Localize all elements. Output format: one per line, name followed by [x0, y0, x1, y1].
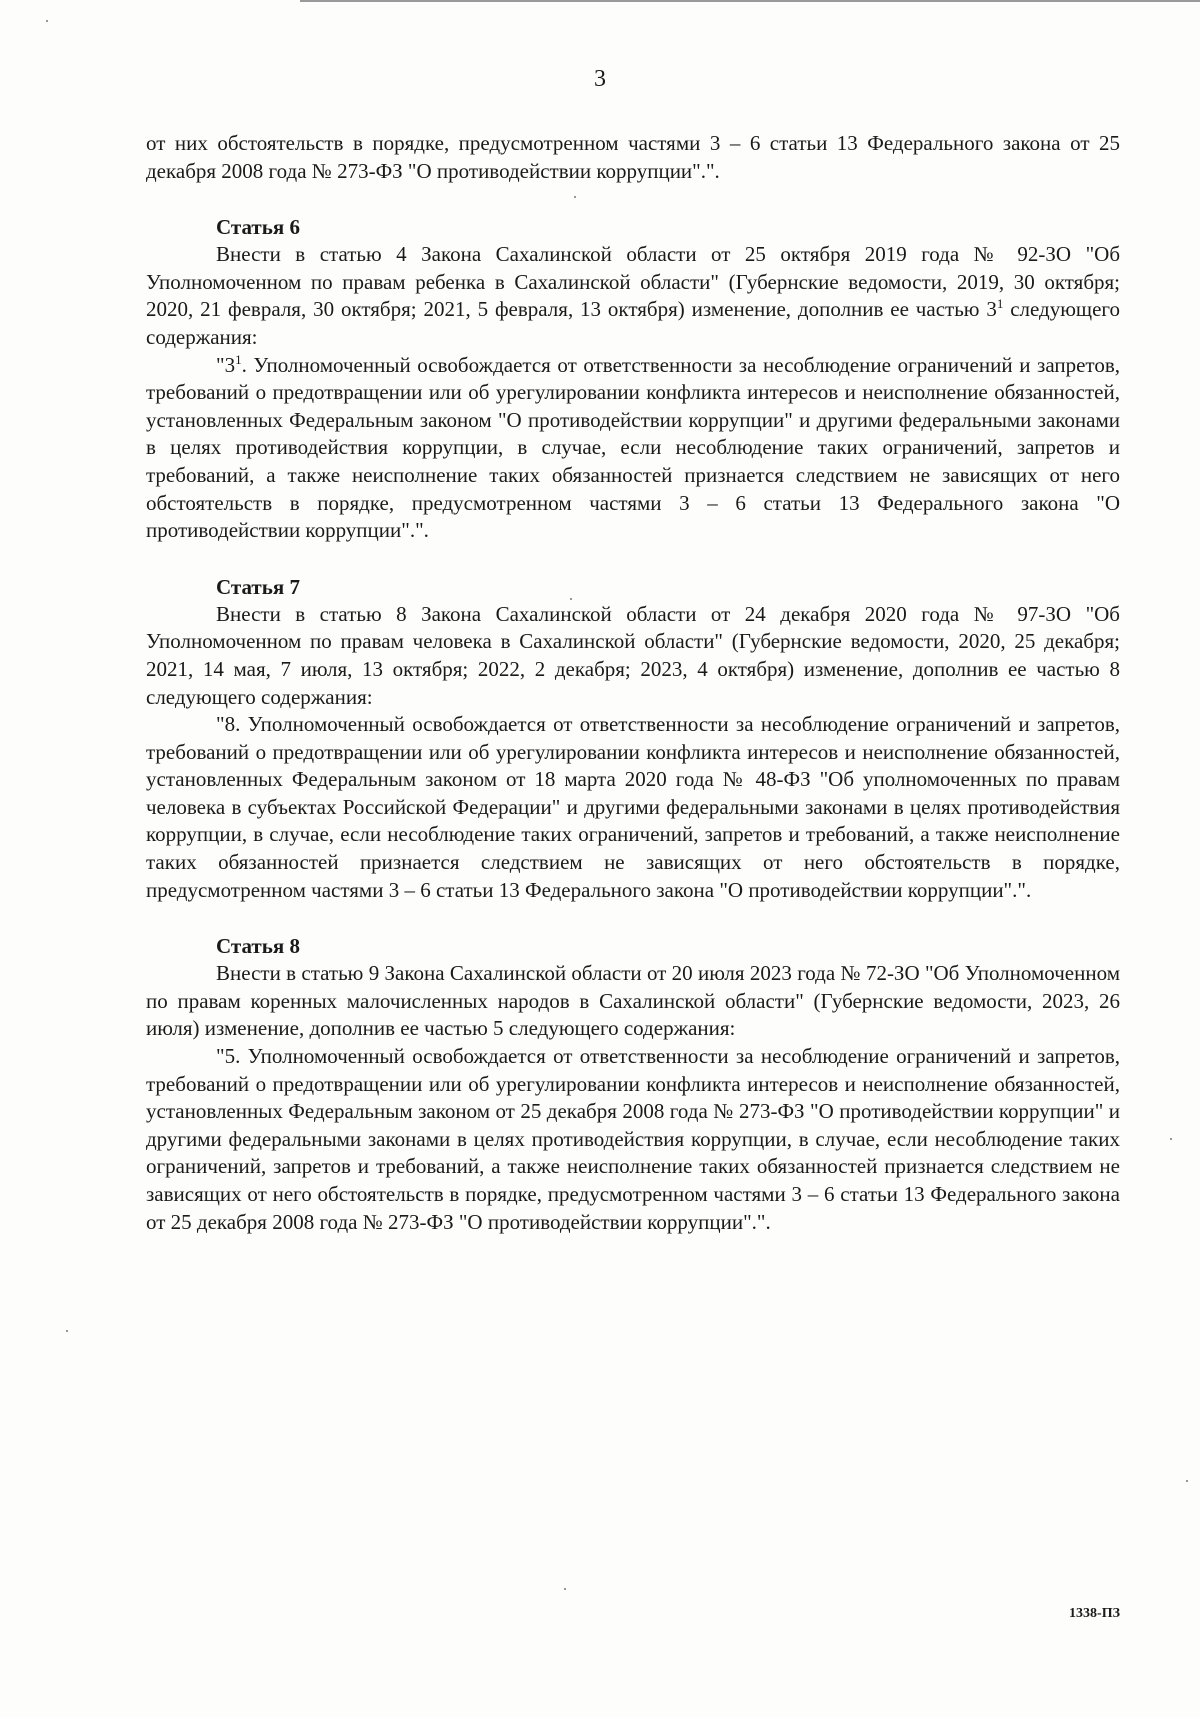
- article-8-quote: "5. Уполномоченный освобождается от ответственности за несоблюдение ограничений и запретов, требований о предотвращении или об урегулировании конфликта интересов и неисполнение обязанностей, установленных Федеральным законом от 25 декабря 2008 года № 273-ФЗ "О противодействии коррупции" и другими федеральными законами в целях противодействия коррупции, в случае, если несоблюдение таких ограничений, запретов и требований, а также неисполнение таких обязанностей признается следствием не зависящих от него обстоятельств в порядке, предусмотренном частями 3 – 6 статьи 13 Федерального закона от 25 декабря 2008 года № 273-ФЗ "О противодействии коррупции".".: [146, 1044, 1120, 1234]
- article-8: [146, 932, 1120, 1236]
- continuation-paragraph: от них обстоятельств в порядке, предусмотренном частями 3 – 6 статьи 13 Федерального закона от 25 декабря 2008 года № 273-ФЗ "О противодействии коррупции".".: [146, 131, 1120, 183]
- article-6-quote-number: "3: [216, 352, 236, 377]
- article-6-title: Статья 6: [216, 215, 300, 240]
- article-6-intro-text: Внести в статью 4 Закона Сахалинской области от 25 октября 2019 года № 92-ЗО "Об Уполномоченном по правам ребенка в Сахалинской области" (Губернские ведомости, 2019, 30 октября; 2020, 21 февраля, 30 октября; 2021, 5 февраля, 13 октября) изменение, дополнив ее частью 3: [146, 242, 1120, 322]
- scan-speck: [46, 20, 48, 22]
- article-6-quote-text: . Уполномоченный освобождается от ответственности за несоблюдение ограничений и запретов, требований о предотвращении или об урегулировании конфликта интересов и неисполнение обязанностей, установленных Федеральным законом "О противодействии коррупции" и другими федеральными законами в целях противодействия коррупции, в случае, если несоблюдение таких ограничений, запретов и требований, а также неисполнение таких обязанностей признается следствием не зависящих от него обстоятельств в порядке, предусмотренном частями 3 – 6 статьи 13 Федерального закона "О противодействии коррупции".".: [146, 352, 1120, 543]
- scan-speck: [1170, 1138, 1172, 1140]
- article-7-title: Статья 7: [216, 574, 300, 599]
- scan-speck: [574, 196, 576, 198]
- article-8-intro: Внести в статью 9 Закона Сахалинской области от 20 июля 2023 года № 72-ЗО "Об Уполномоченном по правам коренных малочисленных народов в Сахалинской области" (Губернские ведомости, 2023, 26 июля) изменение, дополнив ее частью 5 следующего содержания:: [146, 961, 1120, 1041]
- scan-top-edge: [300, 0, 1200, 2]
- article-6-intro-superscript: 1: [996, 296, 1004, 312]
- article-7: [146, 573, 1120, 905]
- scan-speck: [570, 598, 572, 600]
- article-7-intro: Внести в статью 8 Закона Сахалинской области от 24 декабря 2020 года № 97-ЗО "Об Уполномоченном по правам человека в Сахалинской области" (Губернские ведомости, 2020, 25 декабря; 2021, 14 мая, 7 июля, 13 октября; 2022, 2 декабря; 2023, 4 октября) изменение, дополнив ее частью 8 следующего содержания:: [146, 601, 1120, 709]
- article-6-quote: [146, 352, 1120, 545]
- scan-speck: [564, 1588, 566, 1590]
- article-8-title: Статья 8: [216, 934, 300, 959]
- article-6-quote-superscript: 1: [235, 351, 242, 367]
- article-6-intro-tail: следующего содержания:: [146, 297, 1120, 349]
- document-body: [146, 130, 1120, 1236]
- scan-speck: [66, 1330, 68, 1332]
- article-6: [146, 213, 1120, 545]
- page-number: 3: [594, 66, 606, 92]
- article-6-intro: [146, 241, 1120, 351]
- article-7-quote: "8. Уполномоченный освобождается от ответственности за несоблюдение ограничений и запретов, требований о предотвращении или об урегулировании конфликта интересов и неисполнение обязанностей, установленных Федеральным законом от 18 марта 2020 года № 48-ФЗ "Об уполномоченных по правам человека в субъектах Российской Федерации" и другими федеральными законами в целях противодействия коррупции, в случае, если несоблюдение таких ограничений, запретов и требований, а также неисполнение таких обязанностей признается следствием не зависящих от него обстоятельств в порядке, предусмотренном частями 3 – 6 статьи 13 Федерального закона "О противодействии коррупции".".: [146, 712, 1120, 902]
- document-code: 1338-ПЗ: [1069, 1606, 1120, 1621]
- scan-speck: [1186, 1480, 1188, 1482]
